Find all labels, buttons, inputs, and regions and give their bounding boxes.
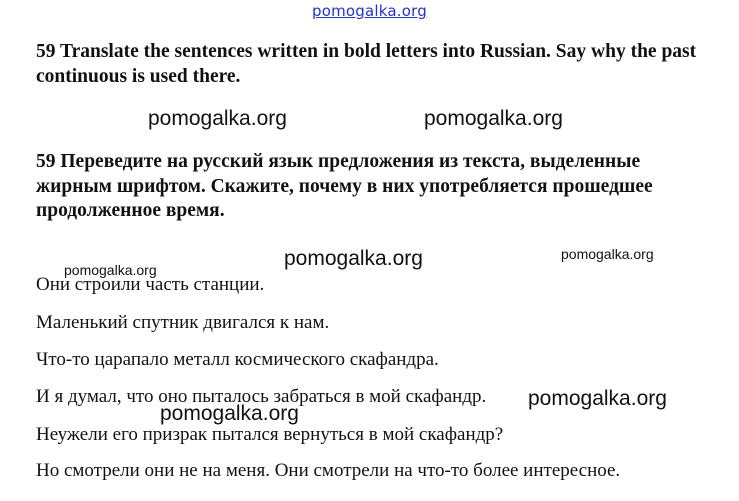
- sentence-3: Что-то царапало металл космического скафандра.: [36, 349, 439, 370]
- watermark: pomogalka.org: [284, 247, 423, 270]
- watermark: pomogalka.org: [561, 246, 654, 262]
- task-russian: 59 Переведите на русский язык предложения из текста, выделенные жирным шрифтом. Скажите, почему в них употребляется прошедшее продолженное время.: [36, 151, 653, 221]
- sentence-2: Маленький спутник двигался к нам.: [36, 312, 330, 333]
- sentence-5: Неужели его призрак пытался вернуться в мой скафандр?: [36, 424, 504, 445]
- site-header-link[interactable]: pomogalka.org: [312, 2, 427, 20]
- watermark: pomogalka.org: [148, 107, 287, 130]
- watermark: pomogalka.org: [64, 262, 157, 278]
- watermark: pomogalka.org: [528, 387, 667, 410]
- sentence-1: Они строили часть станции.: [36, 274, 265, 295]
- watermark: pomogalka.org: [160, 402, 299, 425]
- sentence-4: И я думал, что оно пыталось забраться в мой скафандр.: [36, 386, 487, 407]
- watermark: pomogalka.org: [424, 107, 563, 130]
- sentence-6: Но смотрели они не на меня. Они смотрели на что-то более интересное.: [36, 460, 621, 481]
- task-english: 59 Translate the sentences written in bold letters into Russian. Say why the past continuous is used there.: [36, 41, 697, 87]
